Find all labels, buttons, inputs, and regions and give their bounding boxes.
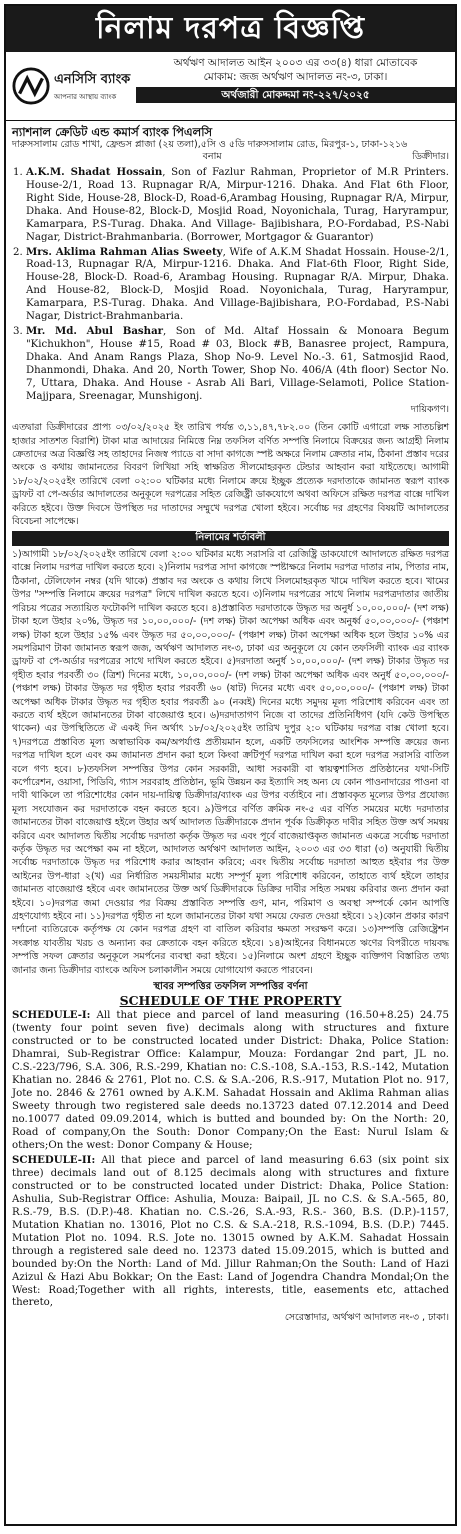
defendants-role: দায়িকগণ। xyxy=(410,404,449,416)
defendant-item xyxy=(26,246,449,324)
ncc-logo-icon xyxy=(12,67,50,105)
versus-label: বনাম xyxy=(202,151,222,163)
defendant-details: , Son of Fazlur Rahman, Proprietor of M.R Printers. House-2/1, Road 13. Rupnagar R/A, Mirpur-1216. Dhaka. And Flat 6th Floor, Right Side, House-28, Block-D, Road-6,Arambag Housing, Rupnagar R/A, Mirpur, Dhaka. And House-82, Block-D, Mosjid Road, Noyonichala, Turag, Haryrampur, Kamarpara, P.S-Turag. Dhaka. And Village- Bajibishara, P.O-Fordabad, P.S-Nabi Nagar, District-Brahmanbaria. (Borrower, Mortgagor & Guarantor) xyxy=(26,167,449,243)
auction-intro: এতদ্বারা ডিক্রীদারের প্রাপ্য ০৩/০২/২০২৫ ইং তারিখ পর্যন্ত ৩,১১,৪৭,৭৮২.০০ (তিন কোটি এগারো লক্ষ সাতচল্লিশ হাজার সাতশত বিরাশি) টাকা মাত্র আদায়ের নিমিত্তে নিম্ন তফসিল বর্ণিত সম্পত্তি নিলামে বিক্রয়ের জন্য আগ্রহী নিলাম ক্রেতাদের অত্র বিজ্ঞপ্তি সহ তাহাদের নিজস্ব প্যাডে বা সাদা কাগজে স্পষ্ট অক্ষরে নিলাম ক্রেতার নাম, ঠিকানা প্রস্তাব দরের অংকে ও কথায় জামানতের বিবরণ লিখিয়া সহি স্বাক্ষরিত সীলমোহরকৃত টেন্ডার আহবান করা যাইতেছে। আগামী ১৮/০২/২০২৫ইং তারিখে বেলা ০২:০০ ঘটিকার মধ্যে নিলামে ক্রয়ে ইচ্ছুক প্রত্যেক দরদাতাকে জামানত স্বরূপ ব্যাংক ড্রাফট বা পে-অর্ডার আদালতের অনুকূলে দরপত্রের সহিত রেজিষ্ট্রী ডাকযোগে অথবা অফিসে রক্ষিত দরপত্র বাক্সে দাখিল করিতে হইবে। উক্ত দিবসে উপস্থিত দর দাতাদের সম্মুখে দরপত্র খোলা হইবে। সর্বোচ্চ দর গ্রহণের বিষয়টি আদালতের বিবেচনা সাপেক্ষে। xyxy=(12,422,449,527)
auction-terms: ১)আগামী ১৮/০২/২০২৫ইং তারিখে বেলা ২:০০ ঘটিকার মধ্যে সরাসরি বা রেজিষ্ট্রি ডাকযোগে আদালতে রক্ষিত দরপত্র বাক্সে নিলাম দরপত্র দাখিল করতে হবে। ২)নিলাম দরপত্র সাদা কাগজে স্পষ্টাক্ষরে নিলাম দরপত্র দাতার নাম, পিতার নাম, ঠিকানা, টেলিফোন নম্বর (যদি থাকে) প্রস্তাব দর অংকে ও কথায় লিখে সিলমোহরকৃত খামে দাখিল করতে হবে। খামের উপর "সম্পত্তি নিলামে ক্রয়ের দরপত্র" লিখে দাখিল করতে হবে। ৩)নিলাম দরপত্রের সাথে নিলাম দরপত্রদাতার জাতীয় পরিচয় পত্রের সত্যায়িত ফটোকপি দাখিল করতে হবে। ৪)প্রস্তাবিত দরদাতাকে উদ্ধৃত দর অনুর্ধ ১০,০০,০০০/- (দশ লক্ষ) টাকা হলে উহার ২০%, উদ্ধৃত দর ১০,০০,০০০/- (দশ লক্ষ) টাকা অপেক্ষা অধিক এবং অনুর্ধ্ব ৫০,০০,০০০/- (পঞ্চাশ লক্ষ) টাকা হলে উহার ১৫% এবং উদ্ধৃত দর ৫০,০০,০০০/- (পঞ্চাশ লক্ষ) টাকা অপেক্ষা অধিক হলে উহার ১০% এর সমপরিমাণ টাকা জামানত স্বরূপ জজ, অর্থঋণ আদালত নং-৩, ঢাকা এর অনুকূলে যে কোন তফসিলী ব্যাংক এর ব্যাংক ড্রাফট বা পে-অর্ডার দরপত্রের সাথে দাখিল করতে হইবে। ৫)দরদাতা অনুর্ধ ১০,০০,০০০/- (দশ লক্ষ) টাকার উদ্ধৃত দর গৃহীত হবার পরবর্তী ৩০ (ত্রিশ) দিনের মধ্যে, ১০,০০,০০০/- (দশ লক্ষ) টাকা অপেক্ষা অধিক এবং অনুর্ধ ৫০,০০,০০০/- (পঞ্চাশ লক্ষ) টাকার উদ্ধৃত দর গৃহীত হবার পরবর্তী ৬০ (ষাট) দিনের মধ্যে এবং ৫০,০০,০০০/- (পঞ্চাশ লক্ষ) টাকা অপেক্ষা অধিক টাকার উদ্ধৃত দর গৃহীত হবার পরবর্তী ৯০ (নব্বই) দিনের মধ্যে সমুদয় মূল্য পরিশোধ করিবেন এবং তা করতে ব্যর্থ হইলে জামানতের টাকা বাজেয়াপ্ত হবে। ৬)দরদাতাগণ নিজে বা তাদের প্রতিনিধিগণ (যদি কেউ উপস্থিত থাকেন) এর উপস্থিতিতে ঐ একই দিন অর্থাৎ ১৮/০২/২০২৫ইং তারিখ দুপুর ২:০ ঘটিকায় দরপত্র বাক্স খোলা হবে। ৭)দরপত্রে প্রস্তাবিত মূল্য অস্বাভাবিক কম/অপর্যাপ্ত প্রতীয়মান হলে, একটি তফসিলের আংশিক সম্পত্তি ক্রয়ের জন্য দরপত্র দাখিল হলে এবং কম জামানত প্রদান করা হলে কিংবা ক্রটিপূর্ণ দরপত্র দাখিল করা হলে দরপত্র সরাসরি বাতিল বলে গণ্য হবে। ৮)তফসিল সম্পত্তির উপর কোন সরকারী, আধা সরকারী বা স্বায়ত্বশাসিত প্রতিষ্ঠানের যথা-সিটি কর্পোরেশন, ওয়াসা, পিডিবি, গ্যাস সরবরাহ প্রতিষ্ঠান, ভূমি উন্নয়ন কর ইত্যাদি সহ অন্য যে কোন পাওনাদারের পাওনা বা দাবী থাকিলে তা পরিশোধের কোন দায়-দায়িত্ব ডিক্রীদার/ব্যাংক এর উপর বর্তাইবে না। প্রস্তাবকৃত মূল্যের উপর প্রযোজ্য মূল্য সংযোজন কর দরদাতাকে বহন করতে হবে। ৯)উপরে বর্ণিত ক্রমিক নং-৫ এর বর্ণিত সময়ের মধ্যে দরদাতার জামানতের টাকা বাজেয়াপ্ত হইলে উহার অর্থ আদালত ডিক্রীদারকে প্রদান পূর্বক ডিক্রীকৃত দাবীর সহিত উক্ত অর্থ সমন্বয় করিবে এবং আদালত দ্বিতীয় সর্বোচ্চ দরদাতা কর্তৃক উদ্ধৃত দর এবং পূর্বে বাজেয়াপ্তকৃত জামানত একত্রে সর্বোচ্চ দরদাতা কর্তৃক উদ্ধৃত দর অপেক্ষা কম না হইলে, আদালত অর্থঋণ আদালত আইন, ২০০৩ এর ৩৩ ধারা (৩) অনুযায়ী দ্বিতীয় সর্বোচ্চ দরদাতাকে উদ্ধৃত দর পরিশোধ করার আহবান করিবে; এবং দ্বিতীয় সর্বোচ্চ দরদাতা আহুত হইবার পর উক্ত আইনের উপ-ধারা ২(খ) এর নির্ধারিত সময়সীমার মধ্যে সম্পূর্ণ মূল্য পরিশোধ করিবেন, তাহাতে ব্যর্থ হইলে তাহার জামানত বাজেয়াপ্ত হইবে এবং জামানতের উক্ত অর্থ ডিক্রীদারকে ডিক্রির দাবীর সহিত সমন্বয় করিবার জন্য প্রদান করা হইবে। ১০)দরপত্র জমা দেওয়ার পর বিক্রয় প্রস্তাবিত সম্পত্তি গুণ, মান, পরিমাণ ও অবস্থা সম্পর্কে কোন আপত্তি গ্রহণযোগ্য হইবে না। ১১)দরপত্র গৃহীত না হলে জামানতের টাকা যথা সময়ে ফেরত দেওয়া হইবে। ১২)কোন প্রকার কারণ দর্শানো ব্যতিরেকে কর্তৃপক্ষ যে কোন দরপত্র গ্রহণ বা বাতিল করিবার ক্ষমতা সংরক্ষণ করে। ১৩)সম্পত্তি রেজিষ্ট্রেশন সংক্রান্ত যাবতীয় খরচ ও অন্যান্য কর ক্রেতাকে বহন করিতে হইবে। ১৪)আইনের বিধানমতে ঋণের বিপরীতে দায়বদ্ধ সম্পত্তি সফল ক্রেতার অনুকূলে সমর্পনের ব্যবস্থা করা হইবে। ১৫)নিলামে অংশ গ্রহণে ইচ্ছুক ব্যক্তিগণ বিস্তারিত তথ্য জানার জন্য ডিক্রীদার ব্যাংকে অফিস চলাকালীন সময়ে যোগাযোগ করতে পারবেন। xyxy=(12,549,449,976)
defendant-details: , Son of Md. Altaf Hossain & Monoara Begum "Kichukhon", House #15, Road # 03, Block #B, Banasree project, Rampura, Dhaka. And Anam Rangs Plaza, Shop No-9. Level No.-3. 61, Satmosjid Raod, Dhanmondi, Dhaka. And 20, North Tower, Shop No. 406/A (4th floor) Sector No. 7, Uttara, Dhaka. And House - Asrab Ali Bari, Village-Selamoti, Police Station-Majjpara, Sreenagar, Munshigonj. xyxy=(26,325,450,402)
defendant-name: A.K.M. Shadat Hossain xyxy=(26,166,163,179)
defendant-details: , Wife of A.K.M Shadat Hossain. House-2/1, Road-13, Rupnagar R/A, Mirpur-1216. Dhaka. And Flat-6th Floor, Right Side, House-28, Block-D. Road-6, Arambag Housing. Rupnagar R/A. Mirpur, Dhaka. And House-82, Block-D, Mosjid Road. Noyonichala, Turag, Haryrampur, Kamarpara, P.S-Turag. Dhaka. And Village-Bajibishara, P.O-Fordabad, P.S-Nabi Nagar, District-Brahmanbaria. xyxy=(26,246,450,323)
plaintiff-address: দারুসসালাম রোড শাখা, ফ্রেন্ডস প্লাজা (২য় তলা),৫সি ও ৫ডি দারুসসালাম রোড, মিরপুর-১, ঢাকা-১২১৬ xyxy=(12,138,408,150)
signature: সেরেস্তাদার, অর্থঋণ আদালত নং-৩ , ঢাকা। xyxy=(284,1312,449,1324)
schedule-label: SCHEDULE-I: xyxy=(12,1009,91,1022)
court-line-1: অর্থঋণ আদালত আইন ২০০৩ এর ৩৩(৪) ধারা মোতাবেক xyxy=(173,57,418,69)
defendant-name: Mr. Md. Abul Bashar xyxy=(26,324,164,337)
defendant-item xyxy=(26,325,449,403)
plaintiff-name: ন্যাশনাল ক্রেডিট এন্ড কমার্স ব্যাংক পিএলসি xyxy=(12,125,213,139)
defendants-list xyxy=(12,166,449,403)
bank-logo xyxy=(6,52,136,120)
defendant-item xyxy=(26,166,449,244)
schedule-text: All that piece and parcel of land measuring (16.50+8.25) 24.75 (twenty four point seven five) decimals along with structures and fixture constructed or to be constructed located under District: Dhaka, Police Station: Dhamrai, Sub-Registrar Office: Kalampur, Mouza: Fordangar 2nd part, JL no. C.S.-223/796, S.A. 306, R.S.-299, Khatian no: C.S.-108, S.A.-153, R.S.-142, Mutation Khatian no. 2846 & 2761, Plot no. C.S. & S.A.-206, R.S.-917, Mutation Plot no. 917, Jote no. 2846 & 2761 owned by A.K.M. Sahadat Hossain and Aklima Rahman alias Sweety through two registered sale deeds no.13723 dated 07.12.2014 and Deed no.10077 dated 09.09.2014, which is butted and bounded by: On the North: 20, Road of company,On the South: Donor Company;On the East: Nurul Islam & others;On the west: Donor Company & House; xyxy=(12,1010,449,1151)
schedule-heading-bn: স্থাবর সম্পত্তির তফসিল সম্পত্তির বর্ণনা xyxy=(153,981,308,993)
bank-tagline: আপনার আস্থায় ব্যাংক xyxy=(54,92,117,101)
schedule-text: All that piece and parcel of land measuring 6.63 (six point six three) decimals land out of 8.125 decimals along with structures and fixture constructed or to be constructed located under District: Dhaka, Police Station: Ashulia, Sub-Registrar Office: Ashulia, Mouza: Baipail, JL no C.S. & S.A.-565, 80, R.S.-79, B.S. (D.P.)-48. Khatian no. C.S.-26, S.A.-93, R.S.- 360, B.S. (D.P.)-1157, Mutation Khatian no. 13016, Plot no C.S. & S.A.-218, R.S.-1094, B.S. (D.P.) 7445. Mutation Plot no. 1094. R.S. Jote no. 13015 owned by A.K.M. Sahadat Hossain through a registered sale deed no. 12373 dated 15.09.2015, which is butted and bounded by:On the North: Land of Md. Jillur Rahman;On the South: Land of Hazi Azizul & Hazi Abu Bokkar; On the East: Land of Jogendra Chandra Mondal;On the West: Road;Together with all rights, interests, title, easements etc, attached thereto, xyxy=(12,1155,449,1309)
schedule-label: SCHEDULE-II: xyxy=(12,1154,96,1167)
notice-title: নিলাম দরপত্র বিজ্ঞপ্তি xyxy=(6,6,455,52)
bank-name: এনসিসি ব্যাংক xyxy=(54,71,131,87)
defendants-role-row xyxy=(12,404,449,417)
schedule-item xyxy=(12,1154,449,1310)
court-info xyxy=(136,52,455,120)
header-section xyxy=(6,52,455,121)
notice-page xyxy=(4,4,457,1526)
case-number: অর্থজারী মোকদ্দমা নং-২২৭/২০২৫ xyxy=(136,87,455,103)
schedule-item xyxy=(12,1009,449,1152)
terms-heading: নিলামের শর্তাবলী xyxy=(12,531,449,546)
schedule-heading: SCHEDULE OF THE PROPERTY xyxy=(119,992,342,1008)
plaintiff-role: ডিক্রীদার। xyxy=(412,151,449,163)
court-line-2: মোকাম: জজ অর্থঋণ আদালত নং-৩, ঢাকা। xyxy=(203,71,388,83)
notice-body xyxy=(6,121,455,1325)
versus-row xyxy=(12,151,449,164)
defendant-name: Mrs. Aklima Rahman Alias Sweety xyxy=(26,245,223,258)
